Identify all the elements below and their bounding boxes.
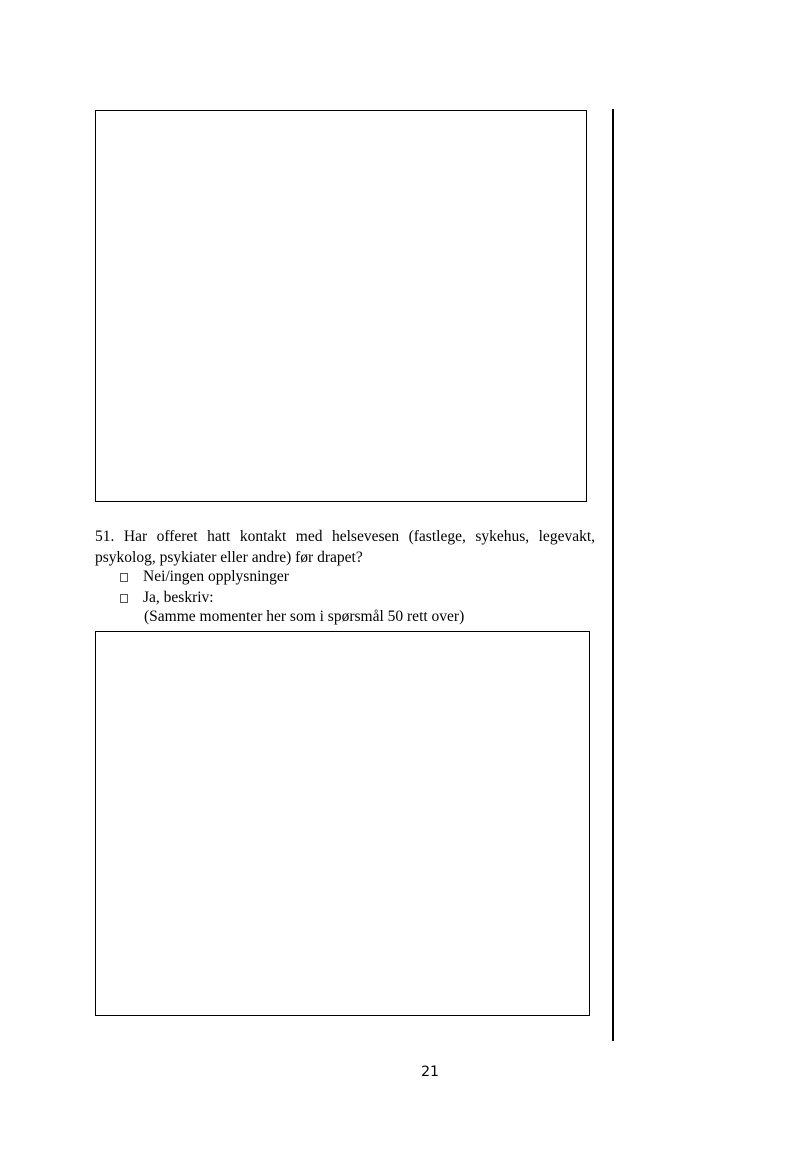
question-number: 51. — [95, 528, 115, 545]
answer-box-question-51[interactable] — [95, 631, 590, 1016]
option-yes-describe[interactable] — [120, 588, 214, 608]
margin-rule — [612, 109, 614, 1041]
question-51 — [95, 526, 595, 568]
option-label: Nei/ingen opplysninger — [143, 568, 289, 585]
checkbox-icon[interactable] — [120, 594, 128, 603]
option-label: Ja, beskriv: — [143, 589, 214, 606]
answer-box-question-50[interactable] — [95, 110, 587, 502]
page-number: 21 — [421, 1064, 439, 1080]
checkbox-icon[interactable] — [120, 573, 128, 582]
instruction-note: (Samme momenter her som i spørsmål 50 rett over) — [144, 608, 465, 625]
option-no-information[interactable] — [120, 567, 289, 587]
question-text: Har offeret hatt kontakt med helsevesen (fastlege, sykehus, legevakt, psykolog, psykiater eller andre) før drapet? — [95, 528, 596, 566]
